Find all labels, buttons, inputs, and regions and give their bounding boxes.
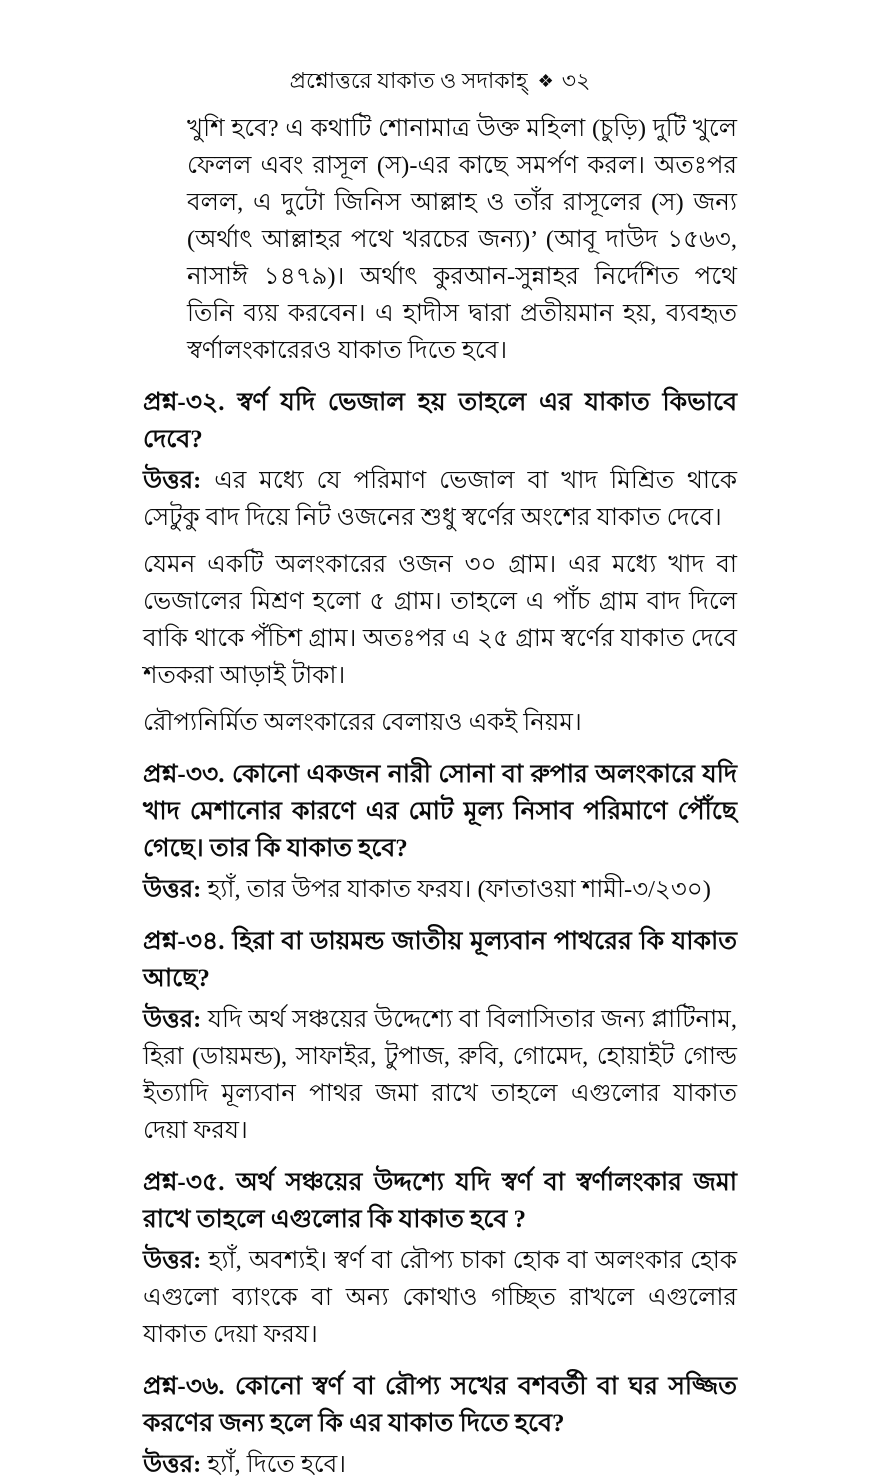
- book-title: প্রশ্নোত্তরে যাকাত ও সদাকাহ্: [289, 68, 528, 93]
- answer-label: উত্তর:: [143, 467, 202, 494]
- answer-34: [143, 1001, 737, 1149]
- answer-34-text: যদি অর্থ সঞ্চয়ের উদ্দেশ্যে বা বিলাসিতার জন্য প্লাটিনাম, হিরা (ডায়মন্ড), সাফাইর, টুপাজ, রুবি, গোমেদ, হোয়াইট গোল্ড ইত্যাদি মূল্যবান পাথর জমা রাখে তাহলে এগুলোর যাকাত দেয়া ফরয।: [143, 1006, 737, 1144]
- diamond-ornament-icon: ❖: [537, 71, 554, 91]
- continuation-paragraph: খুশি হবে? এ কথাটি শোনামাত্র উক্ত মহিলা (চুড়ি) দুটি খুলে ফেলল এবং রাসূল (স)-এর কাছে সমর্পণ করল। অতঃপর বলল, এ দুটো জিনিস আল্লাহ ও তাঁর রাসূলের (স) জন্য (অর্থাৎ আল্লাহর পথে খরচের জন্য)’ (আবূ দাউদ ১৫৬৩, নাসাঈ ১৪৭৯)। অর্থাৎ কুরআন-সুন্নাহর নির্দেশিত পথে তিনি ব্যয় করবেন। এ হাদীস দ্বারা প্রতীয়মান হয়, ব্যবহৃত স্বর্ণালংকারেরও যাকাত দিতে হবে।: [187, 115, 737, 364]
- question-36: প্রশ্ন-৩৬. কোনো স্বর্ণ বা রৌপ্য সখের বশবর্তী বা ঘর সজ্জিত করণের জন্য হলে কি এর যাকাত দিতে হবে?: [143, 1373, 737, 1437]
- answer-label: উত্তর:: [143, 1451, 202, 1478]
- example-paragraph-32: যেমন একটি অলংকারের ওজন ৩০ গ্রাম। এর মধ্যে খাদ বা ভেজালের মিশ্রণ হলো ৫ গ্রাম। তাহলে এ পাঁচ গ্রাম বাদ দিলে বাকি থাকে পঁচিশ গ্রাম। অতঃপর এ ২৫ গ্রাম স্বর্ণের যাকাত দেবে শতকরা আড়াই টাকা।: [143, 551, 737, 689]
- note-paragraph-32: রৌপ্যনির্মিত অলংকারের বেলায়ও একই নিয়ম।: [143, 709, 582, 736]
- answer-35: [143, 1242, 737, 1353]
- answer-36-text: হ্যাঁ, দিতে হবে।: [207, 1451, 347, 1478]
- running-header: [143, 66, 737, 96]
- answer-35-text: হ্যাঁ, অবশ্যই। স্বর্ণ বা রৌপ্য চাকা হোক বা অলংকার হোক এগুলো ব্যাংকে বা অন্য কোথাও গচ্ছিত রাখলে এগুলোর যাকাত দেয়া ফরয।: [143, 1247, 737, 1348]
- page-number: ৩২: [561, 68, 591, 93]
- answer-label: উত্তর:: [143, 876, 202, 903]
- question-35: প্রশ্ন-৩৫. অর্থ সঞ্চয়ের উদ্দশ্যে যদি স্বর্ণ বা স্বর্ণালংকার জমা রাখে তাহলে এগুলোর কি যাকাত হবে ?: [143, 1169, 737, 1233]
- question-33: প্রশ্ন-৩৩. কোনো একজন নারী সোনা বা রুপার অলংকারে যদি খাদ মেশানোর কারণে এর মোট মূল্য নিসাব পরিমাণে পৌঁছে গেছে। তার কি যাকাত হবে?: [143, 761, 737, 862]
- question-34: প্রশ্ন-৩৪. হিরা বা ডায়মন্ড জাতীয় মূল্যবান পাথরের কি যাকাত আছে?: [143, 928, 737, 992]
- answer-32: [143, 462, 737, 536]
- question-32: প্রশ্ন-৩২. স্বর্ণ যদি ভেজাল হয় তাহলে এর যাকাত কিভাবে দেবে?: [143, 389, 737, 453]
- answer-label: উত্তর:: [143, 1006, 202, 1033]
- answer-32-text: এর মধ্যে যে পরিমাণ ভেজাল বা খাদ মিশ্রিত থাকে সেটুকু বাদ দিয়ে নিট ওজনের শুধু স্বর্ণের অংশের যাকাত দেবে।: [143, 467, 738, 531]
- answer-label: উত্তর:: [143, 1247, 202, 1274]
- answer-33-text: হ্যাঁ, তার উপর যাকাত ফরয। (ফাতাওয়া শামী-৩/২৩০): [207, 876, 711, 903]
- answer-36: [143, 1446, 737, 1483]
- answer-33: [143, 871, 737, 908]
